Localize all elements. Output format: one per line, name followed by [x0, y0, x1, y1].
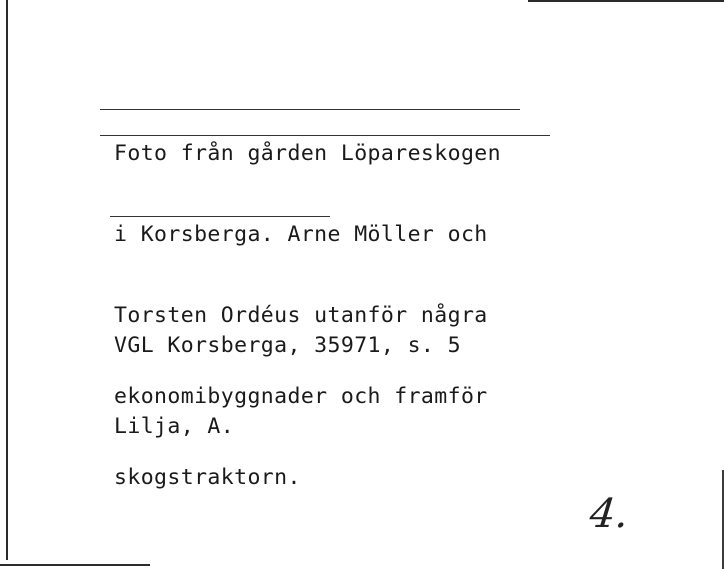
description-line: i Korsberga. Arne Möller och [114, 222, 488, 247]
description-line: Torsten Ordéus utanför några [114, 303, 488, 328]
card-top-edge [528, 0, 724, 2]
description-line: Foto från gården Löpareskogen [114, 141, 501, 166]
reference-line: Lilja, A. [114, 414, 235, 439]
description-line: ekonomibyggnader och framför [114, 384, 488, 409]
handwritten-page-number: 4. [587, 491, 631, 537]
card-left-edge [6, 0, 8, 560]
reference-line: VGL Korsberga, 35971, s. 5 [114, 333, 461, 358]
card-bottom-edge [0, 564, 150, 566]
reference-block [114, 278, 461, 494]
description-line: skogstraktorn. [114, 465, 301, 490]
